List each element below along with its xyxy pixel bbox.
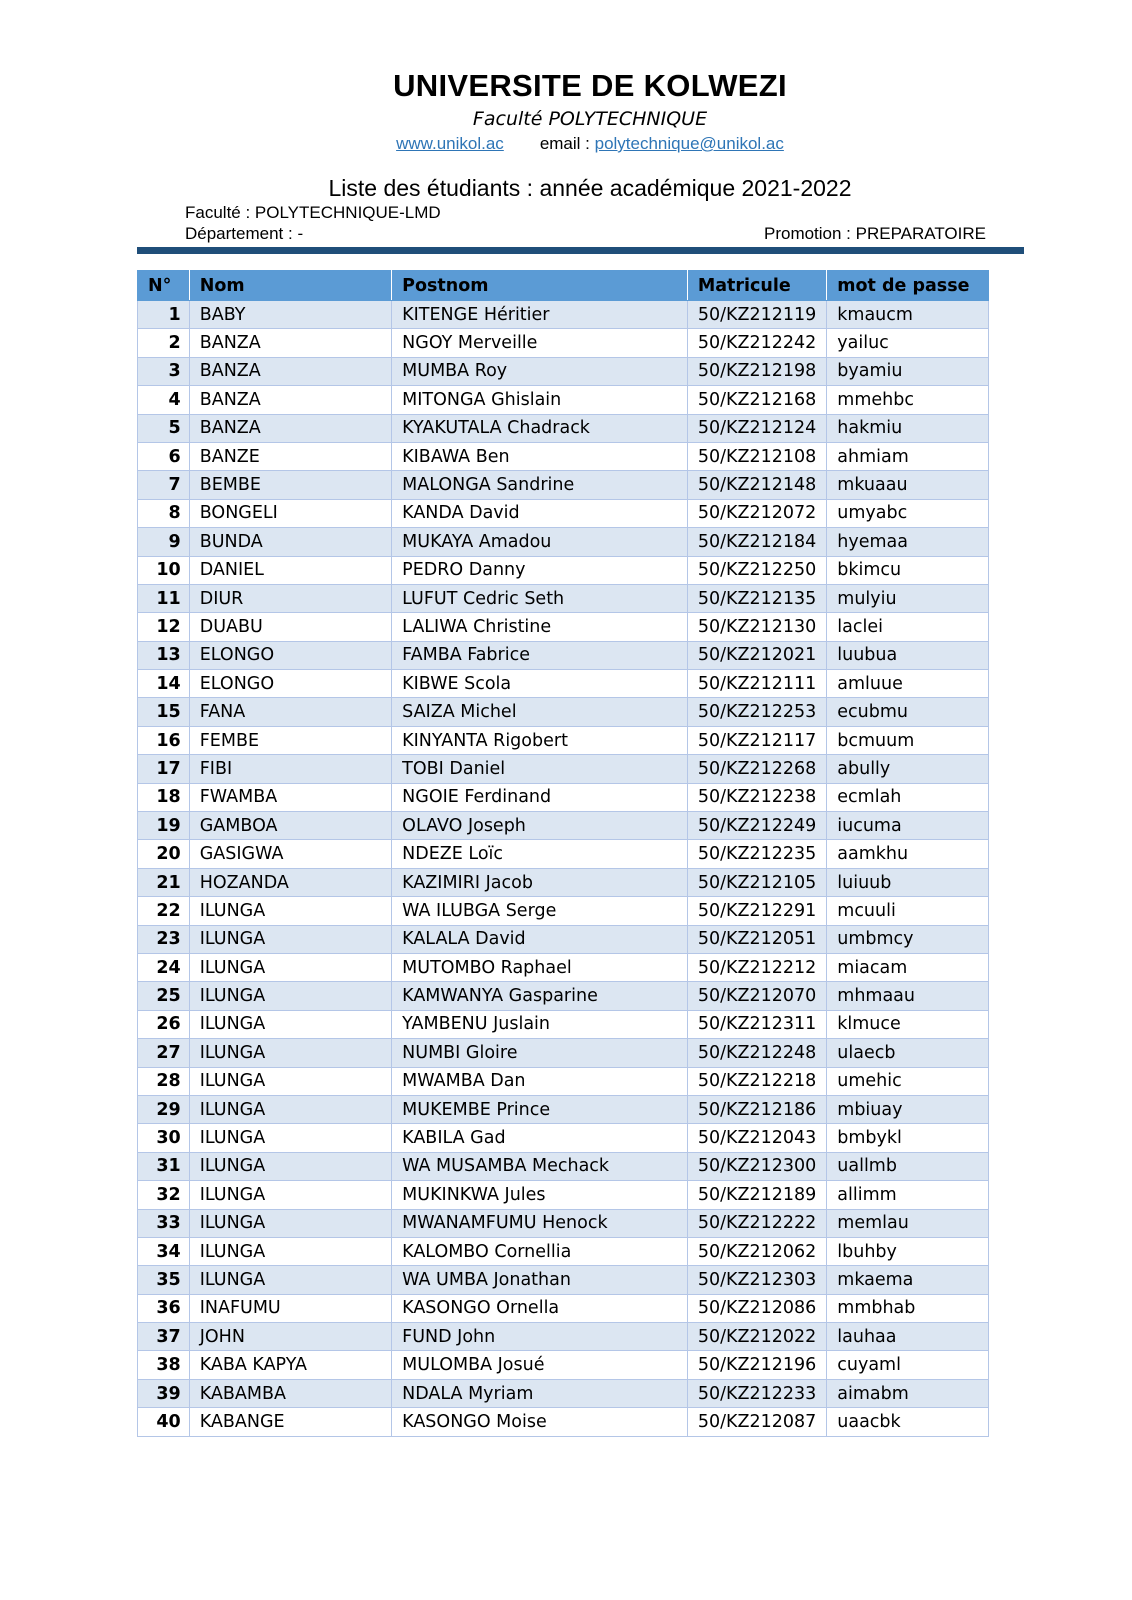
row-number: 13 [138,641,190,669]
row-number: 34 [138,1237,190,1265]
student-password: umbmcy [827,925,989,953]
student-matricule: 50/KZ212196 [687,1351,826,1379]
student-matricule: 50/KZ212268 [687,755,826,783]
student-matricule: 50/KZ212130 [687,613,826,641]
student-matricule: 50/KZ212117 [687,726,826,754]
student-matricule: 50/KZ212070 [687,982,826,1010]
student-postnom: KIBWE Scola [392,670,688,698]
student-postnom: MITONGA Ghislain [392,386,688,414]
table-row [138,755,989,783]
table-row [138,1067,989,1095]
column-header-nom: Nom [189,271,391,301]
student-postnom: NGOY Merveille [392,329,688,357]
table-row [138,1294,989,1322]
row-number: 40 [138,1408,190,1436]
row-number: 10 [138,556,190,584]
table-row [138,584,989,612]
department-meta: Département : - [185,224,304,243]
student-nom: ILUNGA [189,1237,391,1265]
table-row [138,442,989,470]
student-postnom: WA ILUBGA Serge [392,897,688,925]
student-password: ahmiam [827,442,989,470]
student-password: hakmiu [827,414,989,442]
student-nom: BANZE [189,442,391,470]
row-number: 27 [138,1039,190,1067]
faculty-meta: Faculté : POLYTECHNIQUE-LMD [185,203,441,222]
student-matricule: 50/KZ212235 [687,840,826,868]
row-number: 35 [138,1266,190,1294]
student-postnom: MUTOMBO Raphael [392,953,688,981]
student-password: hyemaa [827,528,989,556]
student-password: mkuaau [827,471,989,499]
row-number: 1 [138,301,190,329]
student-nom: KABA KAPYA [189,1351,391,1379]
table-row [138,1039,989,1067]
student-postnom: FUND John [392,1323,688,1351]
row-number: 17 [138,755,190,783]
student-nom: GAMBOA [189,812,391,840]
student-matricule: 50/KZ212189 [687,1181,826,1209]
table-row [138,726,989,754]
row-number: 9 [138,528,190,556]
faculty-subtitle: Faculté POLYTECHNIQUE [472,108,708,130]
table-row [138,1209,989,1237]
student-password: memlau [827,1209,989,1237]
list-title: Liste des étudiants : année académique 2021-2022 [328,175,852,201]
row-number: 8 [138,499,190,527]
student-postnom: KALALA David [392,925,688,953]
student-nom: DANIEL [189,556,391,584]
student-postnom: FAMBA Fabrice [392,641,688,669]
table-row [138,982,989,1010]
row-number: 7 [138,471,190,499]
student-matricule: 50/KZ212043 [687,1124,826,1152]
row-number: 22 [138,897,190,925]
student-password: uaacbk [827,1408,989,1436]
column-header-password: mot de passe [827,271,989,301]
table-row [138,897,989,925]
student-nom: DIUR [189,584,391,612]
row-number: 30 [138,1124,190,1152]
student-postnom: SAIZA Michel [392,698,688,726]
table-row [138,386,989,414]
student-nom: BEMBE [189,471,391,499]
column-header-postnom: Postnom [392,271,688,301]
row-number: 32 [138,1181,190,1209]
student-matricule: 50/KZ212022 [687,1323,826,1351]
student-postnom: KITENGE Héritier [392,301,688,329]
student-postnom: MUKINKWA Jules [392,1181,688,1209]
student-password: bkimcu [827,556,989,584]
table-row [138,670,989,698]
student-password: luubua [827,641,989,669]
student-matricule: 50/KZ212108 [687,442,826,470]
student-postnom: WA UMBA Jonathan [392,1266,688,1294]
student-password: aamkhu [827,840,989,868]
table-row [138,812,989,840]
table-row [138,641,989,669]
student-postnom: KABILA Gad [392,1124,688,1152]
student-nom: ELONGO [189,641,391,669]
student-postnom: KAMWANYA Gasparine [392,982,688,1010]
table-row [138,556,989,584]
row-number: 4 [138,386,190,414]
table-row [138,1124,989,1152]
table-row [138,1010,989,1038]
row-number: 36 [138,1294,190,1322]
student-postnom: MULOMBA Josué [392,1351,688,1379]
student-postnom: KYAKUTALA Chadrack [392,414,688,442]
student-password: umyabc [827,499,989,527]
student-postnom: NDEZE Loïc [392,840,688,868]
student-matricule: 50/KZ212168 [687,386,826,414]
student-matricule: 50/KZ212291 [687,897,826,925]
student-password: uallmb [827,1152,989,1180]
row-number: 31 [138,1152,190,1180]
student-matricule: 50/KZ212311 [687,1010,826,1038]
row-number: 3 [138,357,190,385]
table-row [138,1266,989,1294]
table-row [138,1181,989,1209]
student-matricule: 50/KZ212253 [687,698,826,726]
student-nom: ILUNGA [189,1039,391,1067]
student-password: ecmlah [827,783,989,811]
student-matricule: 50/KZ212222 [687,1209,826,1237]
student-postnom: MUKEMBE Prince [392,1095,688,1123]
student-matricule: 50/KZ212135 [687,584,826,612]
student-matricule: 50/KZ212111 [687,670,826,698]
student-nom: KABAMBA [189,1379,391,1407]
column-header-matricule: Matricule [687,271,826,301]
row-number: 21 [138,868,190,896]
table-row [138,528,989,556]
student-matricule: 50/KZ212072 [687,499,826,527]
student-nom: KABANGE [189,1408,391,1436]
table-row [138,499,989,527]
student-nom: ILUNGA [189,1124,391,1152]
student-nom: BABY [189,301,391,329]
student-nom: FWAMBA [189,783,391,811]
email-link[interactable]: polytechnique@unikol.ac [594,134,784,153]
student-nom: BANZA [189,357,391,385]
student-matricule: 50/KZ212062 [687,1237,826,1265]
student-nom: JOHN [189,1323,391,1351]
table-row [138,868,989,896]
student-matricule: 50/KZ212148 [687,471,826,499]
row-number: 14 [138,670,190,698]
email-label: email : [539,134,595,153]
student-password: luiuub [827,868,989,896]
student-matricule: 50/KZ212124 [687,414,826,442]
student-matricule: 50/KZ212198 [687,357,826,385]
student-password: aimabm [827,1379,989,1407]
student-matricule: 50/KZ212186 [687,1095,826,1123]
row-number: 15 [138,698,190,726]
table-row [138,1379,989,1407]
student-password: mcuuli [827,897,989,925]
student-matricule: 50/KZ212303 [687,1266,826,1294]
student-nom: ILUNGA [189,925,391,953]
table-row [138,840,989,868]
row-number: 25 [138,982,190,1010]
contact-line [0,134,1132,154]
row-number: 37 [138,1323,190,1351]
student-password: amluue [827,670,989,698]
table-row [138,953,989,981]
student-password: abully [827,755,989,783]
table-row [138,925,989,953]
table-row [138,329,989,357]
student-postnom: KIBAWA Ben [392,442,688,470]
student-password: klmuce [827,1010,989,1038]
promotion-meta: Promotion : PREPARATOIRE [763,224,986,243]
student-nom: BONGELI [189,499,391,527]
student-postnom: WA MUSAMBA Mechack [392,1152,688,1180]
row-number: 23 [138,925,190,953]
student-matricule: 50/KZ212233 [687,1379,826,1407]
student-table [137,270,989,1437]
student-password: ulaecb [827,1039,989,1067]
student-postnom: PEDRO Danny [392,556,688,584]
table-row [138,1095,989,1123]
student-password: umehic [827,1067,989,1095]
student-nom: ILUNGA [189,1152,391,1180]
student-postnom: NUMBI Gloire [392,1039,688,1067]
student-nom: DUABU [189,613,391,641]
row-number: 11 [138,584,190,612]
student-postnom: NDALA Myriam [392,1379,688,1407]
row-number: 12 [138,613,190,641]
student-postnom: KASONGO Moise [392,1408,688,1436]
student-nom: ILUNGA [189,1010,391,1038]
row-number: 6 [138,442,190,470]
table-row [138,471,989,499]
student-matricule: 50/KZ212086 [687,1294,826,1322]
student-nom: ILUNGA [189,1181,391,1209]
student-password: mhmaau [827,982,989,1010]
student-password: bcmuum [827,726,989,754]
student-password: mmbhab [827,1294,989,1322]
student-nom: ILUNGA [189,1209,391,1237]
student-password: mmehbc [827,386,989,414]
table-row [138,1351,989,1379]
table-row [138,1323,989,1351]
row-number: 19 [138,812,190,840]
student-nom: BANZA [189,329,391,357]
table-row [138,1408,989,1436]
row-number: 2 [138,329,190,357]
student-nom: GASIGWA [189,840,391,868]
student-nom: BUNDA [189,528,391,556]
table-row [138,301,989,329]
student-postnom: MWAMBA Dan [392,1067,688,1095]
student-nom: ILUNGA [189,982,391,1010]
student-matricule: 50/KZ212218 [687,1067,826,1095]
student-nom: HOZANDA [189,868,391,896]
student-matricule: 50/KZ212300 [687,1152,826,1180]
student-postnom: OLAVO Joseph [392,812,688,840]
table-row [138,613,989,641]
student-postnom: KAZIMIRI Jacob [392,868,688,896]
student-postnom: YAMBENU Juslain [392,1010,688,1038]
student-password: iucuma [827,812,989,840]
student-nom: FIBI [189,755,391,783]
student-postnom: MUKAYA Amadou [392,528,688,556]
student-postnom: LUFUT Cedric Seth [392,584,688,612]
row-number: 28 [138,1067,190,1095]
website-link[interactable]: www.unikol.ac [396,134,504,153]
student-password: ecubmu [827,698,989,726]
row-number: 18 [138,783,190,811]
student-matricule: 50/KZ212248 [687,1039,826,1067]
row-number: 5 [138,414,190,442]
student-nom: ILUNGA [189,1095,391,1123]
student-nom: FEMBE [189,726,391,754]
student-matricule: 50/KZ212087 [687,1408,826,1436]
student-postnom: TOBI Daniel [392,755,688,783]
student-password: lbuhby [827,1237,989,1265]
table-row [138,783,989,811]
student-matricule: 50/KZ212212 [687,953,826,981]
row-number: 38 [138,1351,190,1379]
student-password: bmbykl [827,1124,989,1152]
row-number: 20 [138,840,190,868]
student-postnom: MALONGA Sandrine [392,471,688,499]
student-postnom: KASONGO Ornella [392,1294,688,1322]
student-matricule: 50/KZ212184 [687,528,826,556]
student-matricule: 50/KZ212105 [687,868,826,896]
table-row [138,1152,989,1180]
student-nom: FANA [189,698,391,726]
student-nom: BANZA [189,386,391,414]
student-matricule: 50/KZ212242 [687,329,826,357]
student-password: laclei [827,613,989,641]
student-matricule: 50/KZ212238 [687,783,826,811]
student-postnom: LALIWA Christine [392,613,688,641]
student-nom: ILUNGA [189,953,391,981]
table-header-row [138,271,989,301]
student-matricule: 50/KZ212119 [687,301,826,329]
university-title: UNIVERSITE DE KOLWEZI [393,68,787,103]
student-password: mkaema [827,1266,989,1294]
student-password: yailuc [827,329,989,357]
student-nom: ILUNGA [189,1266,391,1294]
student-matricule: 50/KZ212250 [687,556,826,584]
student-postnom: KINYANTA Rigobert [392,726,688,754]
row-number: 16 [138,726,190,754]
student-postnom: KALOMBO Cornellia [392,1237,688,1265]
student-nom: ILUNGA [189,897,391,925]
row-number: 24 [138,953,190,981]
row-number: 39 [138,1379,190,1407]
student-postnom: MWANAMFUMU Henock [392,1209,688,1237]
student-nom: ILUNGA [189,1067,391,1095]
student-matricule: 50/KZ212051 [687,925,826,953]
student-password: miacam [827,953,989,981]
student-password: kmaucm [827,301,989,329]
table-row [138,414,989,442]
student-postnom: MUMBA Roy [392,357,688,385]
student-password: cuyaml [827,1351,989,1379]
student-password: byamiu [827,357,989,385]
student-password: mulyiu [827,584,989,612]
header-divider [137,247,1024,254]
student-matricule: 50/KZ212249 [687,812,826,840]
student-matricule: 50/KZ212021 [687,641,826,669]
row-number: 26 [138,1010,190,1038]
table-row [138,1237,989,1265]
student-nom: ELONGO [189,670,391,698]
student-nom: INAFUMU [189,1294,391,1322]
student-postnom: KANDA David [392,499,688,527]
student-postnom: NGOIE Ferdinand [392,783,688,811]
table-row [138,357,989,385]
row-number: 33 [138,1209,190,1237]
student-nom: BANZA [189,414,391,442]
student-password: allimm [827,1181,989,1209]
student-password: mbiuay [827,1095,989,1123]
table-row [138,698,989,726]
column-header-number: N° [138,271,190,301]
table-body [138,301,989,1437]
row-number: 29 [138,1095,190,1123]
student-password: lauhaa [827,1323,989,1351]
